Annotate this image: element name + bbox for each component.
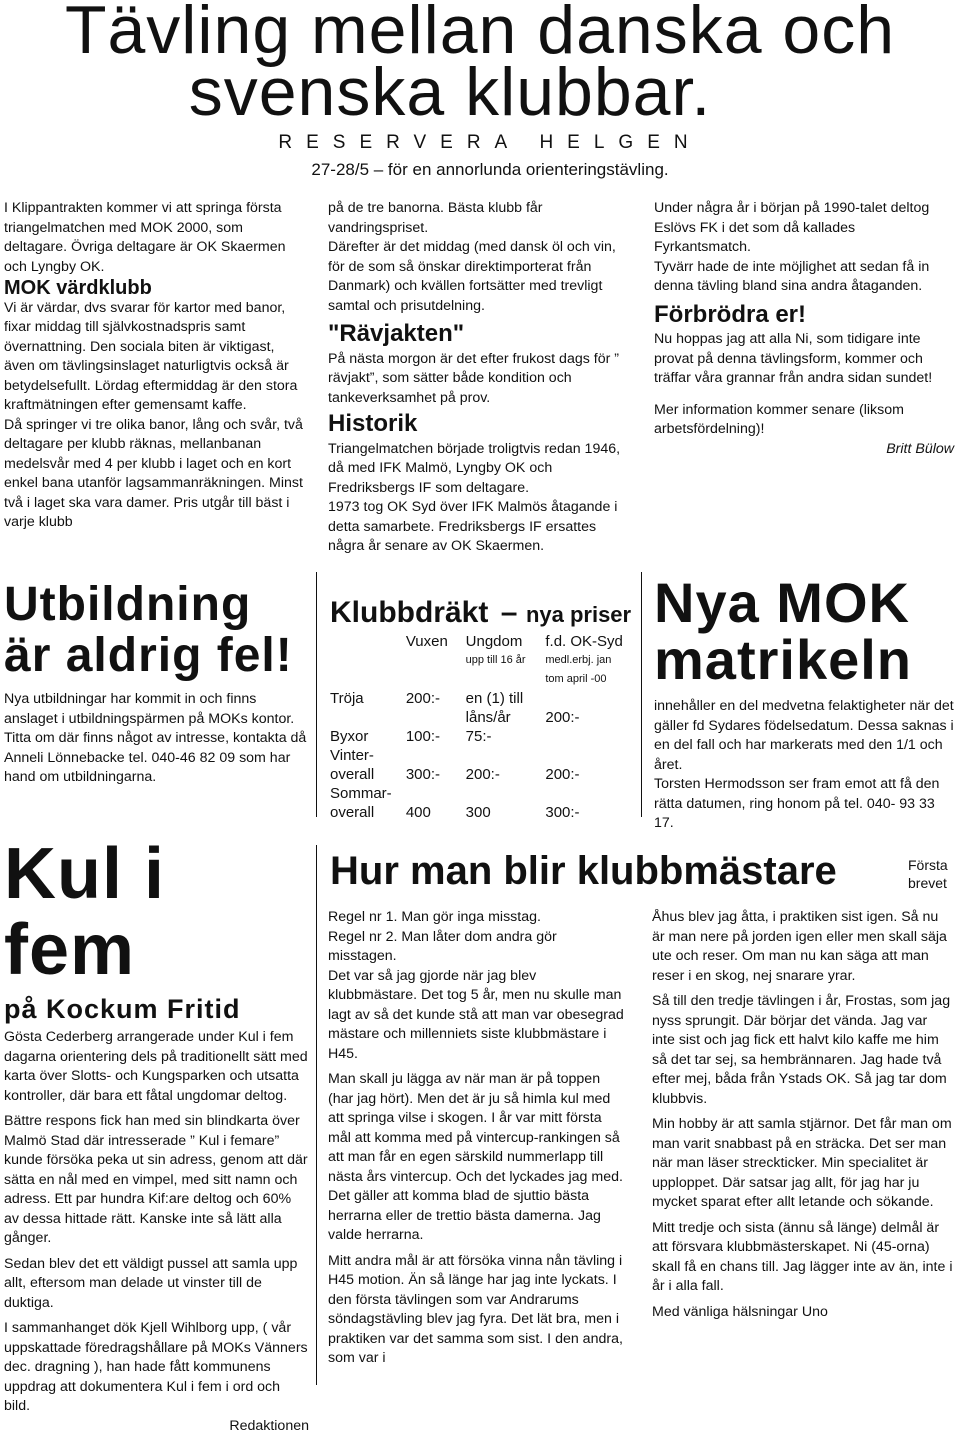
row-fd: 200:-: [545, 689, 635, 727]
row-fd: 300:-: [545, 784, 635, 822]
utbildning-p2: Titta om där finns något av intresse, kontakta då Anneli Lönnebacke tel. 040-46 82 09 som har hand om utbildningarna.: [4, 729, 309, 788]
divider-right-mid: [641, 572, 642, 817]
kulifem-section: [4, 836, 309, 1436]
klubbmastare-col2-p2: Så till den tredje tävlingen i år, Frostas, som jag nyss sprungit. Där börjar det vända. Jag var inte sist och jag fick ett halvt kilo kaffe me him så det tar sej, sa hembrännaren. Jag hade två efter mej, båda från Ystads OK. Så jag tar dom klubbvis.: [652, 992, 954, 1109]
divider-left-mid: [316, 572, 317, 817]
table-row: [330, 689, 635, 727]
row-vuxen: 400: [406, 784, 466, 822]
subheader-fd: medl.erbj. jan tom april -00: [545, 651, 635, 689]
klubbdrakt-title-row: [330, 596, 635, 630]
klubbmastare-regel2: Regel nr 2. Man låter dom andra gör misstagen.: [328, 928, 628, 967]
klubbmastare-col1-p5: Mitt andra mål är att försöka vinna nån tävling i H45 motion. Än så länge har jag inte lyckats. I den första tävlingen som var Andrarums söndagstävling blev jag fyra. Det lät bra, men i praktiken var det samma som sist. I den andra, som var i: [328, 1252, 628, 1369]
table-row: [330, 746, 635, 784]
table-row: [330, 727, 635, 746]
row-item: Tröja: [330, 689, 406, 727]
tavling-col2-p1: på de tre banorna. Bästa klubb får vandringspriset.: [328, 199, 633, 238]
row-vuxen: 100:-: [406, 727, 466, 746]
forsta-brevet-tag: Första brevet: [908, 856, 958, 892]
kulifem-p3: Sedan blev det ett väldigt pussel att samla upp allt, eftersom man delade ut vinster till de duktiga.: [4, 1255, 309, 1314]
kulifem-subtitle: på Kockum Fritid: [4, 992, 309, 1026]
row-item: Byxor: [330, 727, 406, 746]
tavling-col3-p3: Nu hoppas jag att alla Ni, som tidigare inte provat på denna tävlingsform, kommer och träffar våra grannar från andra sidan sundet!: [654, 330, 954, 389]
signature-redaktionen: Redaktionen: [4, 1417, 309, 1436]
signature-britt: Britt Bülow: [654, 440, 954, 460]
row-ungdom: 75:-: [466, 727, 546, 746]
tavling-col3-p4: Mer information kommer senare (liksom arbetsfördelning)!: [654, 401, 954, 440]
klubbmastare-col2-p3: Min hobby är att samla stjärnor. Det får man om man varit snabbast på en sträcka. Det ser man när man läser streckticker. Min specialitet är upploppet. Där satsar jag allt, för jag har ju mycket sparat efter allt letande och sökande.: [652, 1115, 954, 1213]
header-subtitle: 27-28/5 – för en annorlunda orienteringstävling.: [230, 160, 750, 180]
klubbmastare-col2-p5: Med vänliga hälsningar Uno: [652, 1303, 954, 1323]
klubbmastare-col1-p4: Man skall ju lägga av när man är på toppen (har jag hört). Men det är ju så himla kul med att springa vilse i skogen. I år var mitt första mål att komma med på vintercup-rankingen så att man får en egen särskild nummerlapp till nästa års vintercup. Och det lyckades jag med. Det gäller att komma blad de sjuttio bästa herrarna eller de trettio bästa damerna. Jag valde herrarna.: [328, 1070, 628, 1246]
klubbmastare-col2-p4: Mitt tredje och sista (ännu så länge) delmål är att försvara klubbmästerskapet. Ni (45-orna) skall få en chans till. Jag lägger inte av än, inte i år i alla fall.: [652, 1219, 954, 1297]
utbildning-section: [4, 580, 309, 794]
utbildning-title-line2: är aldrig fel!: [4, 630, 309, 682]
matrikel-p1: innehåller en del medvetna felaktigheter när det gäller fd Sydares födelsedatum. Dessa saknas i en del fall och har markerats med den 1/1 och året.: [654, 697, 954, 775]
tavling-col2-p5: 1973 tog OK Syd över IFK Malmös åtagande i detta samarbete. Fredriksbergs IF ersattes några år senare av OK Skaermen.: [328, 498, 633, 557]
historik-heading: Historik: [328, 414, 633, 434]
header-ungdom: Ungdom: [466, 632, 546, 651]
kulifem-p4: I sammanhanget dök Kjell Wihlborg upp, ( vår uppskattade föredragshållare på MOKs Vänners dec. dragning ), han hade fått kommunens uppdrag att dokumentera Kul i fem i ord och bild.: [4, 1319, 309, 1417]
klubbdrakt-subtitle: nya priser: [526, 602, 631, 627]
row-vuxen: 200:-: [406, 689, 466, 727]
kulifem-p2: Bättre respons fick han med sin blindkarta över Malmö Stad där intresserade ” Kul i femare” kunde försöka peka ut sin adress, genom att där sätta en nål med en vimpel, med sitt namn och adress. Ett par hundra Kif:are deltog och 60% av dessa hittade rätt. Kanske inte så lätt alla gånger.: [4, 1112, 309, 1249]
price-table-subheader: [330, 651, 635, 689]
klubbdrakt-title: Klubbdräkt: [330, 596, 488, 629]
klubbmastare-col1-p3: Det var så jag gjorde när jag blev klubbmästare. Det tog 5 år, men nu skulle man lagt av så det kunde stå att man var obesegrad mästare och millenniets siste klubbmästare i H45.: [328, 967, 628, 1065]
header-fd-oksyd: f.d. OK-Syd: [545, 632, 635, 651]
matrikel-p2: Torsten Hermodsson ser fram emot att få den rätta datumen, ring honom på tel. 040- 93 33 17.: [654, 775, 954, 834]
mok-vardklubb-heading: MOK värdklubb: [4, 279, 304, 299]
matrikel-title-line1: Nya MOK: [654, 575, 954, 631]
klubbmastare-column-1: [328, 908, 628, 1375]
tavling-col3-p1: Under några år i början på 1990-talet deltog Eslövs FK i det som då kallades Fyrkantsmatch.: [654, 199, 954, 258]
tavling-intro: I Klippantrakten kommer vi att springa första triangelmatchen med MOK 2000, som deltagare. Övriga deltagare är OK Skaermen och Lyngby OK.: [4, 199, 304, 277]
klubbmastare-regel1: Regel nr 1. Man gör inga misstag.: [328, 908, 628, 928]
utbildning-p1: Nya utbildningar har kommit in och finns anslaget i utbildningspärmen på MOKs kontor.: [4, 690, 309, 729]
row-ungdom: 200:-: [466, 746, 546, 784]
row-item: Sommar-overall: [330, 784, 406, 822]
row-fd: 200:-: [545, 746, 635, 784]
tavling-col2-p4: Triangelmatchen började troligtvis redan 1946, då med IFK Malmö, Lyngby OK och Fredriksbergs IF som deltagare.: [328, 440, 633, 499]
matrikel-title-line2: matrikeln: [654, 631, 954, 689]
header-vuxen: Vuxen: [406, 632, 466, 651]
klubbmastare-col2-p1: Åhus blev jag åtta, i praktiken sist igen. Så nu är man nere på jorden igen eller men skall säja ute och reser. Om man nu kan säga att man reser i en skog, nej snarare yrar.: [652, 908, 954, 986]
tavling-col3-p2: Tyvärr hade de inte möjlighet att sedan få in denna tävling bland sina andra åtaganden.: [654, 258, 954, 297]
ravjakten-heading: "Rävjakten": [328, 324, 633, 344]
klubbmastare-column-2: [652, 908, 954, 1328]
tavling-column-2: [328, 199, 633, 563]
row-item: Vinter-overall: [330, 746, 406, 784]
row-ungdom: en (1) till låns/år: [466, 689, 546, 727]
tavling-col1-p1: Vi är värdar, dvs svarar för kartor med banor, fixar middag till självkostnadspris samt övernattning. Den sociala biten är viktigast, även om tävlingsinslaget naturligtvis också är betydelsefullt. Lördag eftermiddag är den stora kraftmätningen efter gemensamt kaffe.: [4, 299, 304, 416]
divider-left-bottom: [316, 845, 317, 1385]
reservera-helgen: RESERVERA HELGEN: [220, 132, 760, 154]
tavling-col2-p3: På nästa morgon är det efter frukost dags för ” rävjakt”, som sätter både kondition och tankeverksamhet på prov.: [328, 350, 633, 409]
klubbdrakt-section: [330, 596, 635, 822]
tavling-col2-p2: Därefter är det middag (med dansk öl och vin, för de som så önskar direktimporterat från Danmark) och kvällen fortsätter med trevligt samtal och prisutdelning.: [328, 238, 633, 316]
utbildning-title-line1: Utbildning: [4, 580, 309, 630]
tavling-col1-p2: Då springer vi tre olika banor, lång och svår, två deltagare per klubb räknas, mellanbanan medelsvår med 4 per klubb i laget och en kort enkel bana utanför lagsammanräkningen. Minst två i laget ska vara damer. Pris utgår till bäst i varje klubb: [4, 416, 304, 533]
klubbdrakt-dash: –: [501, 596, 518, 629]
price-table: [330, 632, 635, 822]
forbrodra-heading: Förbrödra er!: [654, 305, 954, 325]
main-headline-line2: svenska klubbar.: [0, 60, 960, 124]
row-ungdom: 300: [466, 784, 546, 822]
subheader-ungdom: upp till 16 år: [466, 651, 546, 689]
row-vuxen: 300:-: [406, 746, 466, 784]
tavling-column-3: [654, 199, 954, 459]
kulifem-title: Kul i fem: [4, 836, 309, 988]
main-headline-line1: Tävling mellan danska och: [0, 0, 960, 62]
table-row: [330, 784, 635, 822]
kulifem-p1: Gösta Cederberg arrangerade under Kul i fem dagarna orientering dels på traditionellt sätt med karta över Slotts- och Kungsparken och utsatta kontroller, där bara ett fåtal ungdomar deltog.: [4, 1028, 309, 1106]
tavling-column-1: [4, 199, 304, 539]
matrikel-section: [654, 575, 954, 840]
price-table-header: [330, 632, 635, 651]
row-fd: [545, 727, 635, 746]
klubbmastare-title: Hur man blir klubbmästare: [330, 845, 837, 897]
